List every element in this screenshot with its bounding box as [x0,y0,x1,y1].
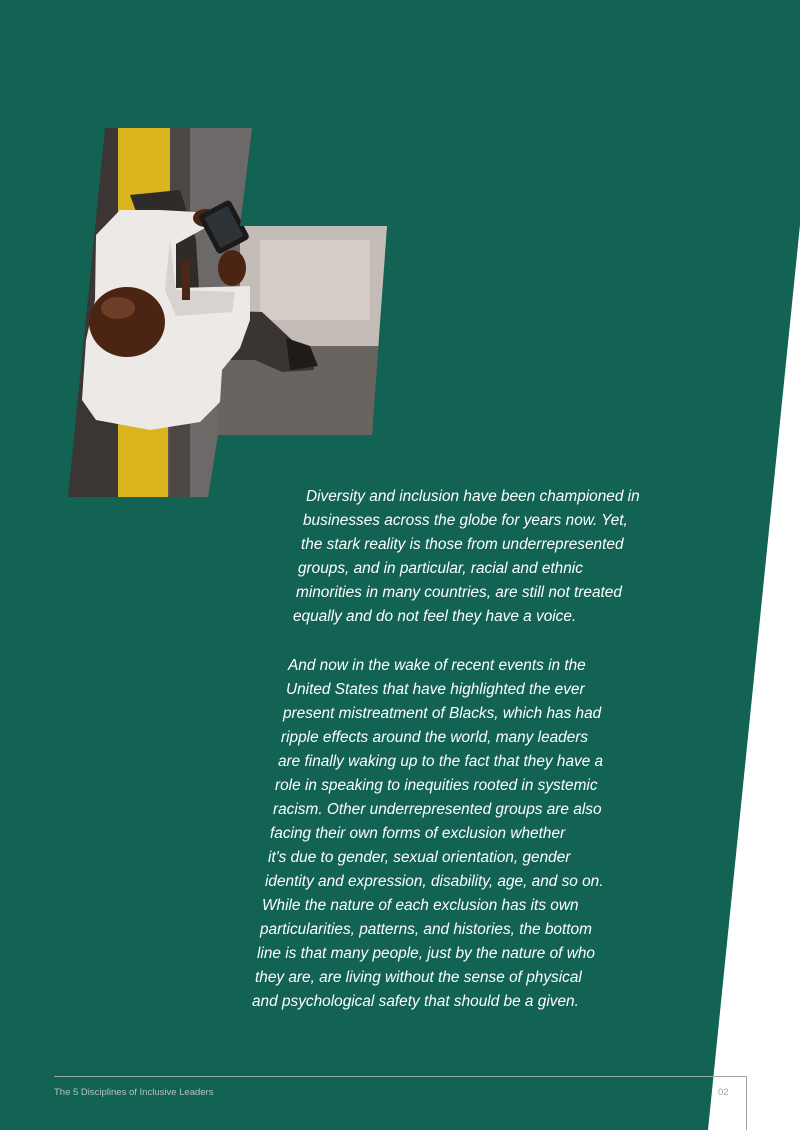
text-line: line is that many people, just by the nature of who [257,945,595,962]
text-line: Diversity and inclusion have been championed in [306,488,640,505]
text-line: the stark reality is those from underrepresented [301,536,624,553]
page-number: 02 [718,1087,729,1098]
text-line: present mistreatment of Blacks, which has had [283,705,602,722]
text-line: While the nature of each exclusion has its own [262,897,579,914]
text-line: businesses across the globe for years now. Yet, [303,512,628,529]
text-line: are finally waking up to the fact that they have a [278,753,604,770]
text-line: And now in the wake of recent events in the [288,657,586,674]
text-line: identity and expression, disability, age, and so on. [265,873,604,890]
footer-rule [54,1076,747,1077]
text-line: racism. Other underrepresented groups are also [273,801,602,818]
text-line: groups, and in particular, racial and ethnic [298,560,583,577]
text-line: it's due to gender, sexual orientation, gender [268,849,571,866]
footer-rule-vertical [746,1076,747,1130]
text-line: minorities in many countries, are still not treated [296,584,622,601]
text-line: ripple effects around the world, many leaders [281,729,589,746]
text-line: particularities, patterns, and histories, the bottom [260,921,592,938]
text-line: facing their own forms of exclusion whether [270,825,566,842]
text-line: United States that have highlighted the ever [286,681,585,698]
text-line: role in speaking to inequities rooted in systemic [275,777,598,794]
footer-title: The 5 Disciplines of Inclusive Leaders [54,1087,214,1098]
text-line: and psychological safety that should be a given. [252,993,579,1010]
text-line: equally and do not feel they have a voice. [293,608,577,625]
text-line: they are, are living without the sense of physical [255,969,582,986]
